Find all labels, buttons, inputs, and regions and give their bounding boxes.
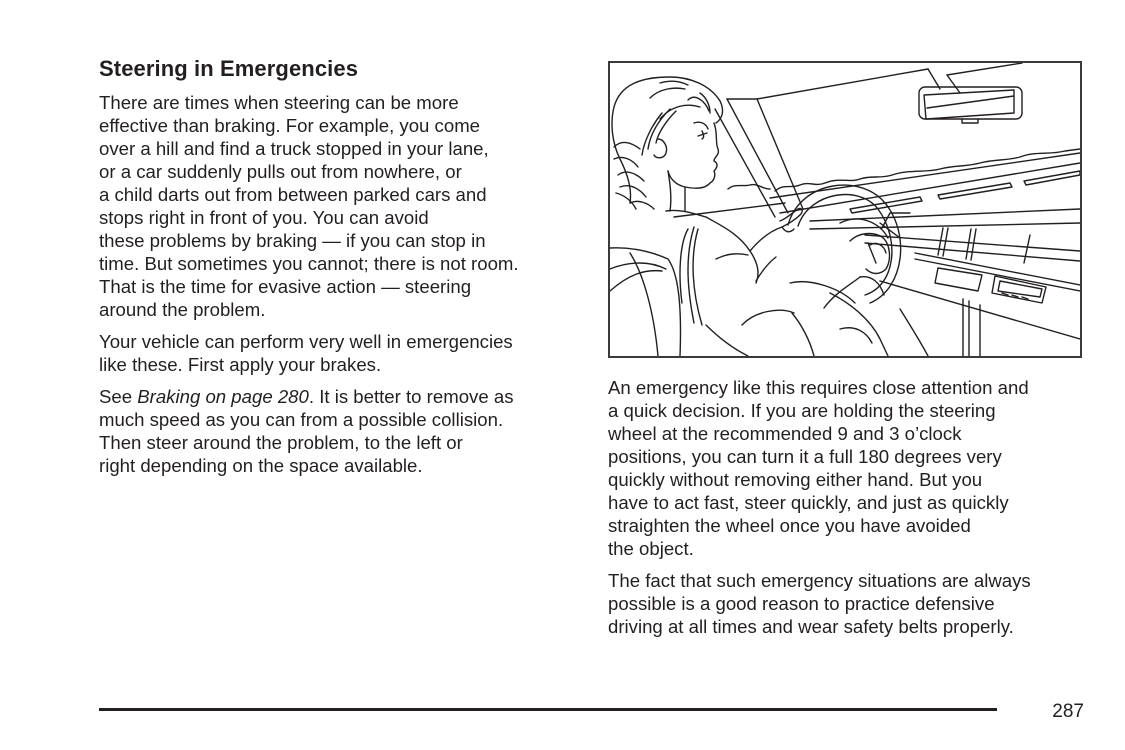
text-line: stops right in front of you. You can avoid xyxy=(99,207,429,228)
road xyxy=(770,153,1080,213)
footer-rule xyxy=(99,708,997,711)
text-line: wheel at the recommended 9 and 3 o’clock xyxy=(608,423,962,444)
text-line: Then steer around the problem, to the left or xyxy=(99,432,463,453)
text-line: like these. First apply your brakes. xyxy=(99,354,382,375)
paragraph-see-braking xyxy=(99,385,579,477)
driver-illustration-svg xyxy=(610,63,1080,356)
text-line: much speed as you can from a possible collision. xyxy=(99,409,504,430)
paragraph-defensive-driving xyxy=(608,569,1088,638)
text-suffix: . It is better to remove as xyxy=(308,386,514,407)
paragraph-intro xyxy=(99,91,579,321)
driver-head xyxy=(612,77,723,211)
text-line: these problems by braking — if you can stop in xyxy=(99,230,486,251)
text-line: time. But sometimes you cannot; there is not room. xyxy=(99,253,519,274)
text-line: There are times when steering can be more xyxy=(99,92,459,113)
tree-line-left xyxy=(728,185,770,189)
text-line: the object. xyxy=(608,538,694,559)
page-number: 287 xyxy=(1052,701,1084,722)
rear-view-mirror xyxy=(919,87,1022,123)
section-heading: Steering in Emergencies xyxy=(99,56,359,81)
windshield-frame xyxy=(715,63,1022,217)
text-line: a child darts out from between parked cars and xyxy=(99,184,487,205)
text-line: right depending on the space available. xyxy=(99,455,423,476)
driver-illustration xyxy=(608,61,1082,358)
text-line: around the problem. xyxy=(99,299,266,320)
left-column xyxy=(99,55,579,486)
driver-body xyxy=(610,203,928,356)
text-line: driving at all times and wear safety belts properly. xyxy=(608,616,1014,637)
text-line: or a car suddenly pulls out from nowhere, or xyxy=(99,161,462,182)
dashboard xyxy=(810,209,1080,356)
text-line: Your vehicle can perform very well in emergencies xyxy=(99,331,513,352)
text-prefix: See xyxy=(99,386,138,407)
paragraph-vehicle xyxy=(99,330,579,376)
text-line xyxy=(99,385,579,408)
text-line: possible is a good reason to practice defensive xyxy=(608,593,995,614)
text-line: have to act fast, steer quickly, and just as quickly xyxy=(608,492,1009,513)
paragraph-caption xyxy=(608,376,1088,560)
text-line: That is the time for evasive action — steering xyxy=(99,276,472,297)
text-line: a quick decision. If you are holding the steering xyxy=(608,400,996,421)
text-line: straighten the wheel once you have avoided xyxy=(608,515,971,536)
text-line: An emergency like this requires close attention and xyxy=(608,377,1029,398)
right-column xyxy=(608,376,1088,647)
text-line: The fact that such emergency situations are always xyxy=(608,570,1031,591)
text-line: effective than braking. For example, you come xyxy=(99,115,481,136)
text-line: quickly without removing either hand. But you xyxy=(608,469,983,490)
text-line: positions, you can turn it a full 180 degrees very xyxy=(608,446,1002,467)
text-line: over a hill and find a truck stopped in your lane, xyxy=(99,138,489,159)
cross-reference-link[interactable]: Braking on page 280 xyxy=(137,386,309,407)
